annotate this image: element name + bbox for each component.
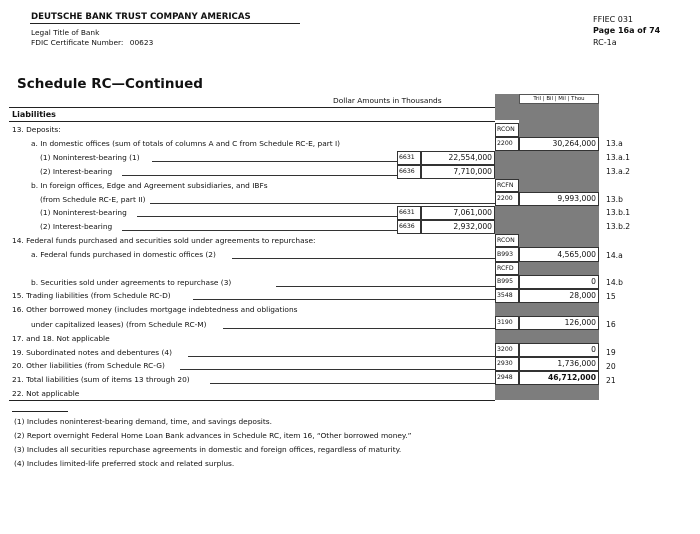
footnote-3: (3) Includes all securities repurchase agreements in domestic and foreign offices, regardless of maturity. [14,445,402,454]
row-13a2-label: (2) Interest-bearing [40,167,113,176]
footnote-4: (4) Includes limited-life preferred stock and related surplus. [14,459,235,468]
row-19-amount: 0 [591,345,596,354]
row-13b1-label: (1) Noninterest-bearing [40,208,127,217]
fdic-cert-label [31,38,153,47]
row-21-amount: 46,712,000 [547,373,596,382]
row-17-label: 17. and 18. Not applicable [12,334,110,343]
row-13b-leader [150,203,495,204]
row-13a1-label: (1) Noninterest-bearing (1) [40,153,140,162]
row-22-label: 22. Not applicable [12,389,80,398]
row-16-label: 16. Other borrowed money (includes mortgage indebtedness and obligations [12,305,298,314]
row-16-leader [223,328,495,329]
liabilities-top-rule [9,107,495,108]
row-15-ref: 15 [606,292,616,301]
row-19-ref: 19 [606,348,616,357]
row-13b-cont-code: 2200 [497,195,513,202]
dollar-caption: Dollar Amounts in Thousands [333,96,442,105]
page-title: Schedule RC—Continued [17,76,203,92]
row-13b2-code: 6636 [399,223,415,230]
row-16-amount: 126,000 [564,318,596,327]
amount-column-gray-13b-top [519,179,599,192]
row-13a-code: 2200 [497,140,513,147]
row-13a1-code: 6631 [399,154,415,161]
row-14-code: RCON [497,237,515,244]
bank-name: DEUTSCHE BANK TRUST COMPANY AMERICAS [31,12,251,22]
amount-column-gray-22 [495,385,599,400]
amount-column-gray-17 [495,330,599,343]
amount-column-gray-13b-sub [495,206,599,234]
row-13b-code: RCFN [497,182,514,189]
legal-title-label: Legal Title of Bank [31,28,100,37]
row-13b2-label: (2) Interest-bearing [40,222,113,231]
row-14-label: 14. Federal funds purchased and securities sold under agreements to repurchase: [12,236,316,245]
row-14b-ref: 14.b [606,278,623,287]
table-bottom-rule [9,400,495,401]
liabilities-bottom-rule [9,121,495,122]
row-21-ref: 21 [606,376,616,385]
row-13b1-ref: 13.b.1 [606,208,631,217]
row-20-amount: 1,736,000 [557,359,596,368]
row-15-leader [193,299,495,300]
row-20-code: 2930 [497,360,513,367]
row-21-code: 2948 [497,374,513,381]
row-13b-amount: 9,993,000 [557,194,596,203]
row-20-leader [180,369,495,370]
row-13b-cont-label: (from Schedule RC-E, part II) [40,195,146,204]
row-14b-amount: 0 [591,277,596,286]
row-13b1-code: 6631 [399,209,415,216]
schedule-code: RC-1a [593,38,617,47]
row-13b1-leader [137,216,397,217]
row-14a-amount: 4,565,000 [557,250,596,259]
row-21-label: 21. Total liabilities (sum of items 13 through 20) [12,375,190,384]
row-13b-ref: 13.b [606,195,623,204]
row-19-code: 3200 [497,346,513,353]
footnote-1: (1) Includes noninterest-bearing demand, time, and savings deposits. [14,417,272,426]
row-14b-label: b. Securities sold under agreements to repurchase (3) [31,278,232,287]
row-21-leader [210,383,495,384]
row-20-ref: 20 [606,362,616,371]
row-13a1-ref: 13.a.1 [606,153,630,162]
row-13a-ref: 13.a [606,139,623,148]
column-header-text: Tril | Bil | Mil | Thou [533,96,585,102]
row-16-cont-label: under capitalized leases) (from Schedule RC-M) [31,320,207,329]
row-15-amount: 28,000 [569,291,596,300]
row-13-code: RCON [497,126,515,133]
row-14a-leader [232,258,495,259]
row-20-label: 20. Other liabilities (from Schedule RC-G) [12,361,165,370]
row-14a-label: a. Federal funds purchased in domestic offices (2) [31,250,216,259]
row-14-rcfd-code: RCFD [497,265,514,272]
row-13a-amount: 30,264,000 [552,139,596,148]
row-13a-label: a. In domestic offices (sum of totals of columns A and C from Schedule RC-E, part I) [31,139,341,148]
liabilities-heading: Liabilities [12,110,56,119]
row-13b2-ref: 13.b.2 [606,222,631,231]
page-number: Page 16a of 74 [593,26,661,35]
row-13-label: 13. Deposits: [12,125,61,134]
row-13b2-leader [122,230,397,231]
row-13a1-amount: 22,554,000 [448,153,492,162]
row-15-code: 3548 [497,292,513,299]
row-13b1-amount: 7,061,000 [453,208,492,217]
row-19-leader [188,356,495,357]
row-16-code: 3190 [497,319,513,326]
row-13b2-amount: 2,932,000 [453,222,492,231]
amount-column-gray-14-rcfd [519,262,599,275]
row-15-label: 15. Trading liabilities (from Schedule RC-D) [12,291,171,300]
column-header [519,94,599,104]
row-13a1-leader [152,161,397,162]
row-13a2-ref: 13.a.2 [606,167,630,176]
row-14a-ref: 14.a [606,251,623,260]
row-13a2-leader [122,175,397,176]
row-13a2-code: 6636 [399,168,415,175]
row-19-label: 19. Subordinated notes and debentures (4) [12,348,172,357]
amount-column-gray-top [519,104,599,137]
code-column-header [495,94,519,120]
row-16-ref: 16 [606,320,616,329]
amount-column-gray-16 [495,303,599,316]
amount-column-gray-14 [519,234,599,247]
footnote-rule [12,411,68,412]
form-number: FFIEC 031 [593,15,634,24]
row-14b-code: B995 [497,278,514,285]
bank-name-rule [30,23,300,24]
fdic-cert-text: FDIC Certificate Number: [31,38,124,47]
footnote-2: (2) Report overnight Federal Home Loan Bank advances in Schedule RC, item 16, “Other borrowed money.” [14,431,412,440]
row-14b-leader [276,286,495,287]
row-13b-label: b. In foreign offices, Edge and Agreement subsidiaries, and IBFs [31,181,268,190]
fdic-cert-number: 00623 [129,38,154,47]
amount-column-gray-13a-sub [495,151,599,179]
row-13a2-amount: 7,710,000 [453,167,492,176]
row-14a-code: B993 [497,251,514,258]
